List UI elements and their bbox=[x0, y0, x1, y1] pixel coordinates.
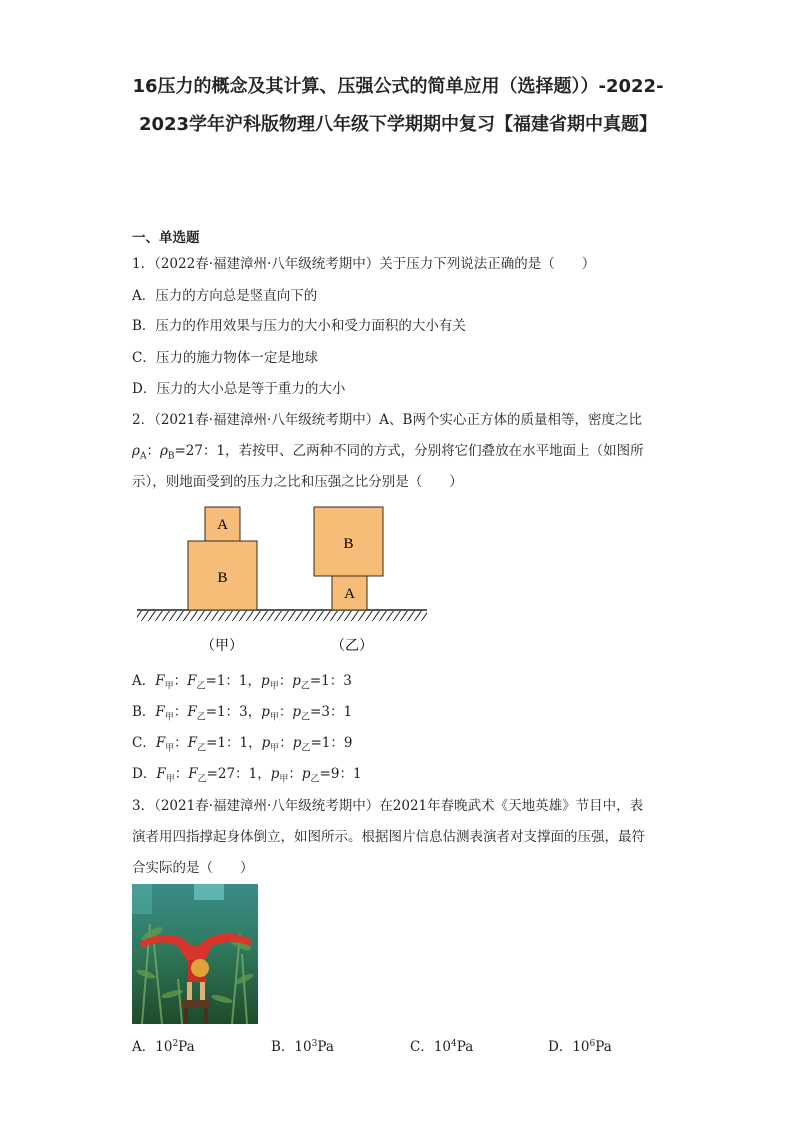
ground bbox=[137, 610, 427, 621]
figure-label-yi: （乙） bbox=[331, 638, 373, 654]
q3-stem-line1: 3．（2021春·福建漳州·八年级统考期中）在2021年春晚武术《天地英雄》节目中，表 bbox=[132, 798, 644, 814]
q3-option-c[interactable]: C．$10^4Pa$ bbox=[410, 1039, 474, 1055]
q1-stem: 1．（2022春·福建漳州·八年级统考期中）关于压力下列说法正确的是（ ） bbox=[132, 256, 596, 272]
q2-stem-line2: $\rho_A$：$\rho_B=27$：1，若按甲、乙两种不同的方式，分别将它们叠放在水平地面上（如图所 bbox=[132, 443, 644, 462]
q2-option-d[interactable]: D．$F_甲$：$F_乙=27$：1，$p_甲$：$p_乙=9$：1 bbox=[132, 766, 362, 785]
q2-option-b[interactable]: B．$F_甲$：$F_乙=1$：3，$p_甲$：$p_乙=3$：1 bbox=[132, 704, 353, 723]
block-a-yi-label: A bbox=[344, 586, 355, 602]
q3-stem-line2: 演者用四指撑起身体倒立，如图所示。根据图片信息估测表演者对支撑面的压强，最符 bbox=[132, 829, 645, 845]
q1-option-d[interactable]: D．压力的大小总是等于重力的大小 bbox=[132, 381, 346, 397]
handstand-performer-photo bbox=[132, 884, 258, 1024]
q3-option-a[interactable]: A．$10^2Pa$ bbox=[132, 1039, 195, 1055]
stacked-blocks-diagram bbox=[135, 500, 435, 660]
block-b-jia-label: B bbox=[217, 570, 228, 586]
block-b-yi-label: B bbox=[343, 536, 354, 552]
figure-label-jia: （甲） bbox=[201, 638, 243, 654]
document-title: 16压力的概念及其计算、压强公式的简单应用（选择题））-2022-2023学年沪科版物理八年级下学期期中复习【福建省期中真题】 bbox=[132, 76, 664, 135]
q2-stem-line3: 示），则地面受到的压力之比和压强之比分别是（ ） bbox=[132, 474, 463, 490]
q3-stem-line3: 合实际的是（ ） bbox=[132, 860, 254, 876]
section-heading: 一、单选题 bbox=[132, 230, 200, 246]
q3-option-d[interactable]: D．$10^6Pa$ bbox=[548, 1039, 612, 1055]
block-a-jia-label: A bbox=[217, 517, 228, 533]
q3-option-b[interactable]: B．$10^3Pa$ bbox=[271, 1039, 334, 1055]
q1-option-a[interactable]: A．压力的方向总是竖直向下的 bbox=[132, 288, 318, 304]
q2-stem-line1: 2．（2021春·福建漳州·八年级统考期中）A、B两个实心正方体的质量相等，密度之比 bbox=[132, 412, 642, 428]
q2-option-a[interactable]: A．$F_甲$：$F_乙=1$：1，$p_甲$：$p_乙=1$：3 bbox=[132, 673, 352, 692]
q1-option-b[interactable]: B．压力的作用效果与压力的大小和受力面积的大小有关 bbox=[132, 318, 466, 334]
q2-option-c[interactable]: C．$F_甲$：$F_乙=1$：1，$p_甲$：$p_乙=1$：9 bbox=[132, 735, 353, 754]
q1-option-c[interactable]: C．压力的施力物体一定是地球 bbox=[132, 350, 318, 366]
